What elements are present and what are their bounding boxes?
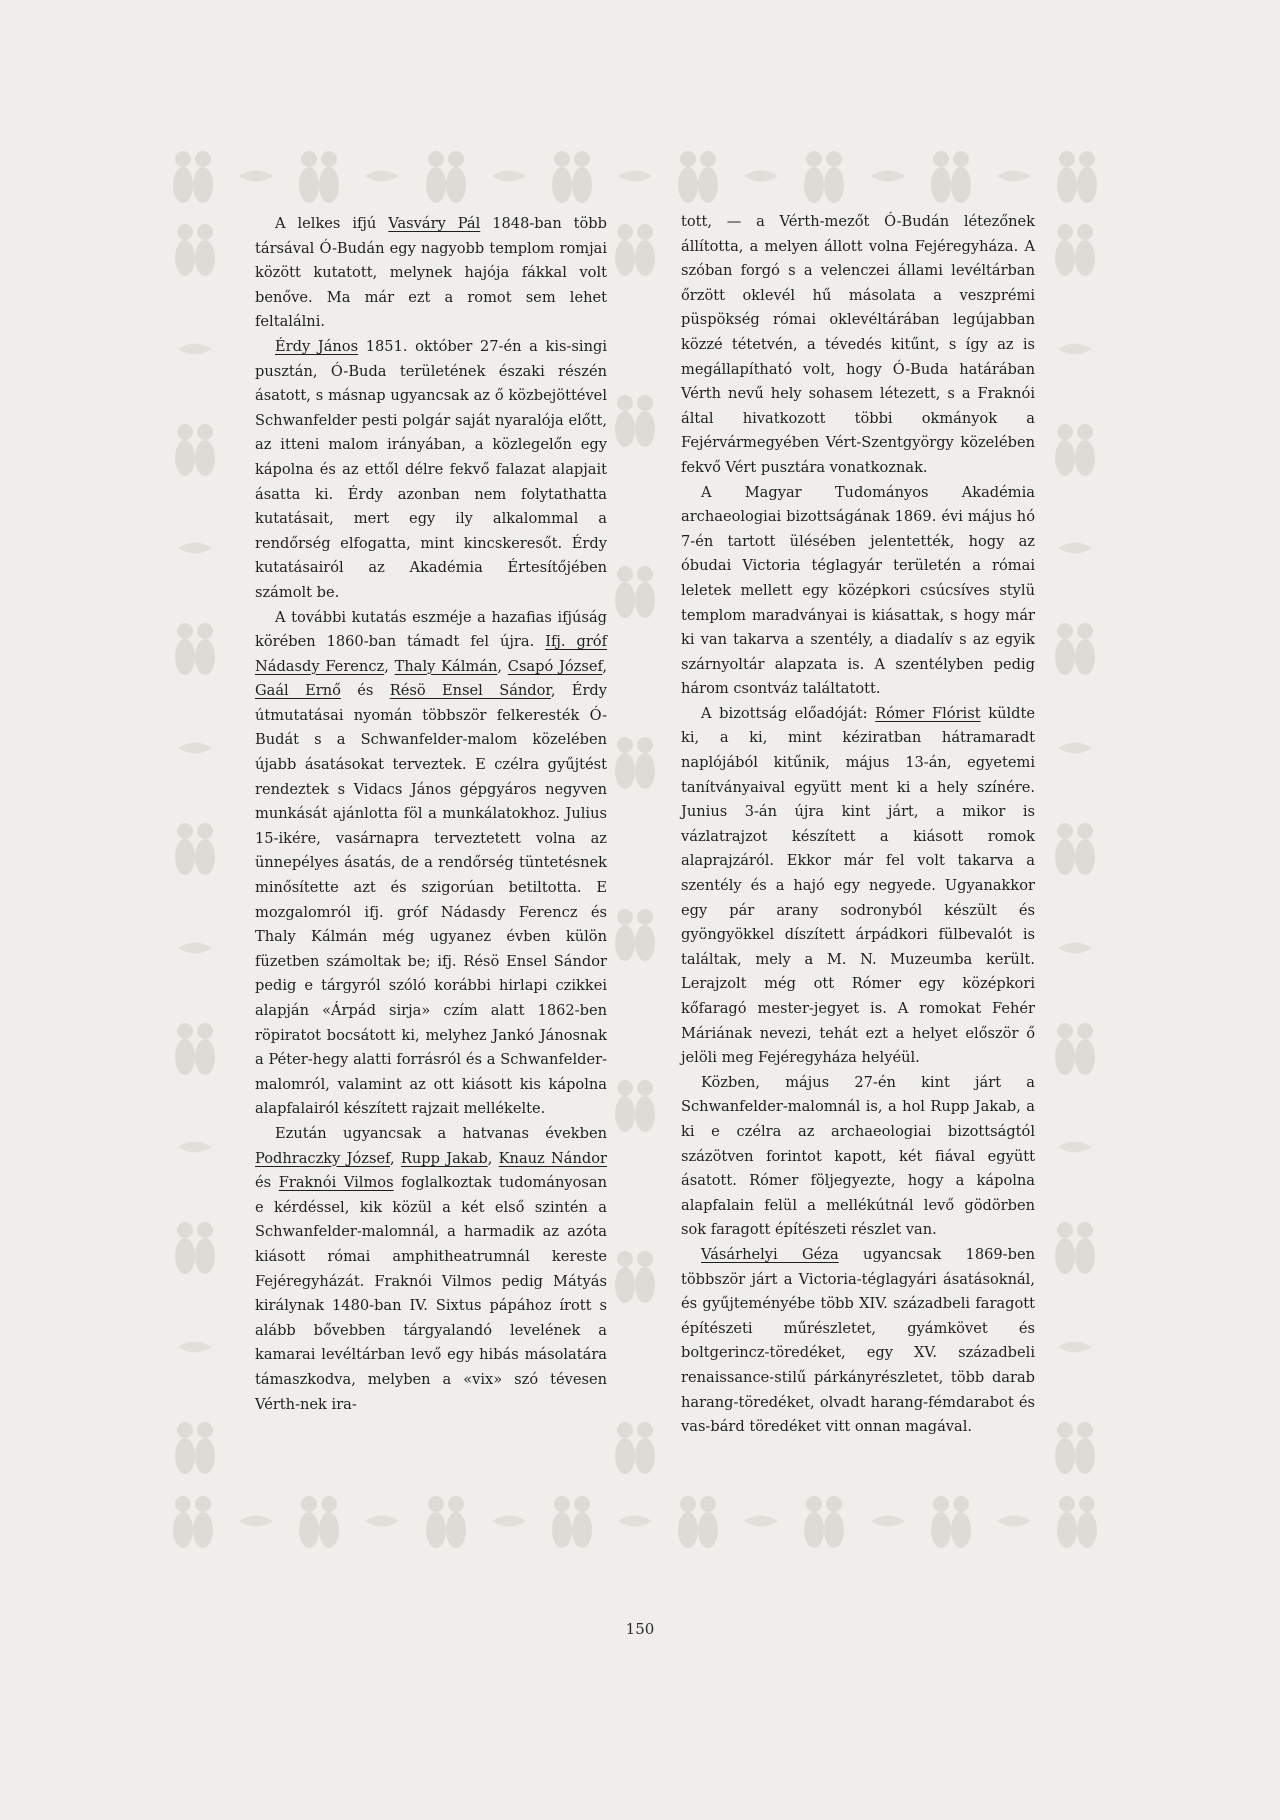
paragraph: A bizottság előadóját: Rómer Flórist küldte ki, a ki, mint kéziratban hátramaradt naplójából kitűnik, május 13-án, egyetemi tanítványaival együtt ment ki a hely színére. Junius 3-án újra kint járt, a mikor is vázlatrajzot készített a kiásott romok alaprajzáról. Ekkor már fel volt takarva a szentély és a hajó egy negyede. Ugyanakkor egy pár arany sodronyból készült és gyöngyökkel díszített árpádkori fülbevalót is találtak, mely a M. N. Muzeumba került. Lerajzolt még ott Rómer egy középkori kőfaragó mester-jegyet is. A romokat Fehér Máriának nevezi, tehát ezt a helyet először ő jelöli meg Fejéregyháza helyéül.: [681, 704, 1035, 1067]
ornament-leaf-icon: [237, 1510, 275, 1532]
ornament-figure-icon: [607, 218, 663, 280]
ornament-figure-icon: [418, 145, 474, 207]
ornament-leaf-icon: [176, 1136, 214, 1158]
ornament-figure-icon: [796, 145, 852, 207]
ornament-leaf-icon: [363, 1510, 401, 1532]
paragraph: A Magyar Tudományos Akadémia archaeologiai bizottságának 1869. évi május hó 7-én tartott ülésében jelentették, hogy az óbudai Victoria téglagyár területén a római leletek mellett egy középkori csúcsíves stylü templom maradványai is kiásattak, s hogy már ki van takarva a szentély, a diadalív s az egyik szárnyoltár alapzata is. A szentélyben pedig három csontváz találtatott.: [681, 483, 1035, 698]
ornament-leaf-icon: [176, 937, 214, 959]
page-number: 150: [625, 1620, 655, 1638]
ornament-leaf-icon: [869, 1510, 907, 1532]
paragraph: Érdy János 1851. október 27-én a kis-singi pusztán, Ó-Buda területének északi részén ásatott, s másnap ugyancsak az ő közbejöttével Schwanfelder pesti polgár saját nyaralója előtt, az itteni malom irányában, a közlegelőn egy kápolna és az ettől délre fekvő falazat alapjait ásatta ki. Érdy azonban nem folytathatta kutatásait, mert egy ily alkalommal a rendőrség elfogatta, mint kincskeresőt. Érdy kutatásairól az Akadémia Értesítőjében számolt be.: [255, 337, 607, 601]
right-text-column: [681, 210, 1035, 1440]
ornament-figure-icon: [607, 1416, 663, 1478]
ornament-figure-icon: [607, 731, 663, 793]
ornament-figure-icon: [670, 1490, 726, 1552]
person-name: Rómer Flórist: [875, 704, 981, 722]
ornament-figure-icon: [1047, 1416, 1103, 1478]
ornament-leaf-icon: [616, 165, 654, 187]
ornament-figure-icon: [607, 1074, 663, 1136]
person-name: Ifj. gróf Nádasdy Ferencz: [255, 633, 607, 675]
paragraph: Ezután ugyancsak a hatvanas években Podhraczky József, Rupp Jakab, Knauz Nándor és Fraknói Vilmos foglalkoztak tudományosan e kérdéssel, kik közül a két első szintén a Schwanfelder-malomnál, a harmadik az azóta kiásott római amphitheatrumnál kereste Fejéregyházát. Fraknói Vilmos pedig Mátyás királynak 1480-ban IV. Sixtus pápához írott s alább bővebben tárgyalandó levelének a kamarai levéltárban levő egy hibás másolatára támaszkodva, melyben a «vix» szó tévesen Vérth-nek ira-: [255, 1124, 607, 1413]
paragraph: Közben, május 27-én kint járt a Schwanfelder-malomnál is, a hol Rupp Jakab, a ki e czélra az archaeologiai bizottságtól százötven forintot kapott, két fiával együtt ásatott. Rómer följegyezte, hogy a kápolna alapfalain felül a mellékútnál levő gödörben sok faragott építészeti részlet van.: [681, 1073, 1035, 1239]
ornament-leaf-icon: [616, 1510, 654, 1532]
ornament-leaf-icon: [1056, 1336, 1094, 1358]
person-name: Csapó József: [507, 657, 603, 675]
ornament-figure-icon: [607, 389, 663, 451]
paragraph: A további kutatás eszméje a hazafias ifjúság körében 1860-ban támadt fel újra. Ifj. gróf Nádasdy Ferencz, Thaly Kálmán, Csapó József, Gaál Ernő és Résö Ensel Sándor, Érdy útmutatásai nyomán többször felkeresték Ó-Budát s a Schwanfelder-malom közelében újabb ásatásokat terveztek. E czélra gyűjtést rendeztek s Vidacs János gépgyáros negyven munkását ajánlotta föl a munkálatokhoz. Julius 15-ikére, vasárnapra terveztetett volna az ünnepélyes ásatás, de a rendőrség tüntetésnek minősítette azt és szigorúan betiltotta. E mozgalomról ifj. gróf Nádasdy Ferencz és Thaly Kálmán még ugyanez évben külön füzetben számoltak be; ifj. Résö Ensel Sándor pedig e tárgyról szóló korábbi hirlapi czikkei alapján «Árpád sirja» czím alatt 1862-ben röpiratot bocsátott ki, melyhez Jankó Jánosnak a Péter-hegy alatti forrásról és a Schwanfelder-malomról, valamint az ott kiásott kis kápolna alapfalairól készített rajzait mellékelte.: [255, 608, 608, 1118]
ornament-figure-icon: [670, 145, 726, 207]
ornament-figure-icon: [167, 218, 223, 280]
ornament-leaf-icon: [490, 1510, 528, 1532]
ornament-figure-icon: [1047, 1017, 1103, 1079]
ornament-leaf-icon: [176, 537, 214, 559]
ornament-figure-icon: [167, 418, 223, 480]
ornament-figure-icon: [291, 145, 347, 207]
left-text-column: [255, 212, 607, 1417]
ornament-leaf-icon: [176, 737, 214, 759]
ornament-figure-icon: [1047, 218, 1103, 280]
ornament-figure-icon: [1049, 145, 1105, 207]
ornament-leaf-icon: [176, 1336, 214, 1358]
person-name: Fraknói Vilmos: [278, 1174, 394, 1192]
ornament-figure-icon: [544, 1490, 600, 1552]
ornament-figure-icon: [1047, 817, 1103, 879]
ornament-leaf-icon: [490, 165, 528, 187]
person-name: Gaál Ernő: [255, 682, 341, 700]
ornament-figure-icon: [544, 145, 600, 207]
paragraph: A lelkes ifjú Vasváry Pál 1848-ban több társával Ó-Budán egy nagyobb templom romjai között kutatott, melynek hajója fákkal volt benőve. Ma már ezt a romot sem lehet feltalálni.: [255, 215, 607, 331]
ornament-figure-icon: [291, 1490, 347, 1552]
ornament-top-row: [165, 138, 1105, 213]
person-name: Thaly Kálmán: [394, 657, 498, 675]
ornament-leaf-icon: [237, 165, 275, 187]
paragraph: tott, — a Vérth-mezőt Ó-Budán létezőnek állította, a melyen állott volna Fejéregyháza. A szóban forgó s a velenczei állami levéltárban őrzött oklevél hű másolata a veszprémi püspökség római oklevéltárában legújabban közzé tétetvén, a tévedés kitűnt, s így az is megállapítható volt, hogy Ó-Buda határában Vérth nevű hely sohasem létezett, s a Fraknói által hivatkozott többi okmányok a Fejérvármegyében Vért-Szentgyörgy közelében fekvő Vért pusztára vonatkoznak.: [681, 213, 1035, 476]
ornament-figure-icon: [167, 1216, 223, 1278]
ornament-figure-icon: [923, 145, 979, 207]
ornament-leaf-icon: [742, 1510, 780, 1532]
person-name: Résö Ensel Sándor: [389, 682, 551, 700]
ornament-figure-icon: [165, 1490, 221, 1552]
ornament-figure-icon: [165, 145, 221, 207]
ornament-figure-icon: [167, 817, 223, 879]
ornament-figure-icon: [796, 1490, 852, 1552]
ornament-bottom-row: [165, 1483, 1105, 1558]
ornament-figure-icon: [167, 1017, 223, 1079]
ornament-leaf-icon: [363, 165, 401, 187]
ornament-figure-icon: [1047, 418, 1103, 480]
ornament-leaf-icon: [1056, 737, 1094, 759]
ornament-figure-icon: [607, 903, 663, 965]
person-name: Érdy János: [275, 337, 359, 355]
person-name: Vasváry Pál: [388, 215, 481, 232]
ornament-leaf-icon: [1056, 937, 1094, 959]
ornament-figure-icon: [1047, 617, 1103, 679]
ornament-leaf-icon: [1056, 1136, 1094, 1158]
ornament-figure-icon: [607, 1245, 663, 1307]
person-name: Vásárhelyi Géza: [701, 1245, 839, 1263]
person-name: Podhraczky József: [255, 1149, 390, 1167]
person-name: Knauz Nándor: [498, 1149, 607, 1167]
ornament-figure-icon: [923, 1490, 979, 1552]
ornament-figure-icon: [1049, 1490, 1105, 1552]
ornament-leaf-icon: [995, 1510, 1033, 1532]
ornament-leaf-icon: [1056, 338, 1094, 360]
ornament-figure-icon: [1047, 1216, 1103, 1278]
ornament-center-column: [605, 218, 665, 1478]
person-name: Rupp Jakab: [400, 1149, 488, 1167]
ornament-figure-icon: [607, 560, 663, 622]
ornament-right-column: [1045, 218, 1105, 1478]
ornament-leaf-icon: [742, 165, 780, 187]
ornament-figure-icon: [167, 1416, 223, 1478]
ornament-figure-icon: [167, 617, 223, 679]
paragraph: Vásárhelyi Géza ugyancsak 1869-ben többször járt a Victoria-téglagyári ásatásoknál, és gyűjteményébe több XIV. századbeli faragott építészeti műrészletet, gyámkövet és boltgerincz-töredéket, egy XV. századbeli renaissance-stilű párkányrészletet, több darab harang-töredéket, olvadt harang-fémdarabot és vas-bárd töredéket vitt onnan magával.: [681, 1245, 1035, 1436]
ornament-left-column: [165, 218, 225, 1478]
ornament-leaf-icon: [869, 165, 907, 187]
ornament-leaf-icon: [1056, 537, 1094, 559]
ornament-leaf-icon: [176, 338, 214, 360]
ornament-leaf-icon: [995, 165, 1033, 187]
ornament-figure-icon: [418, 1490, 474, 1552]
